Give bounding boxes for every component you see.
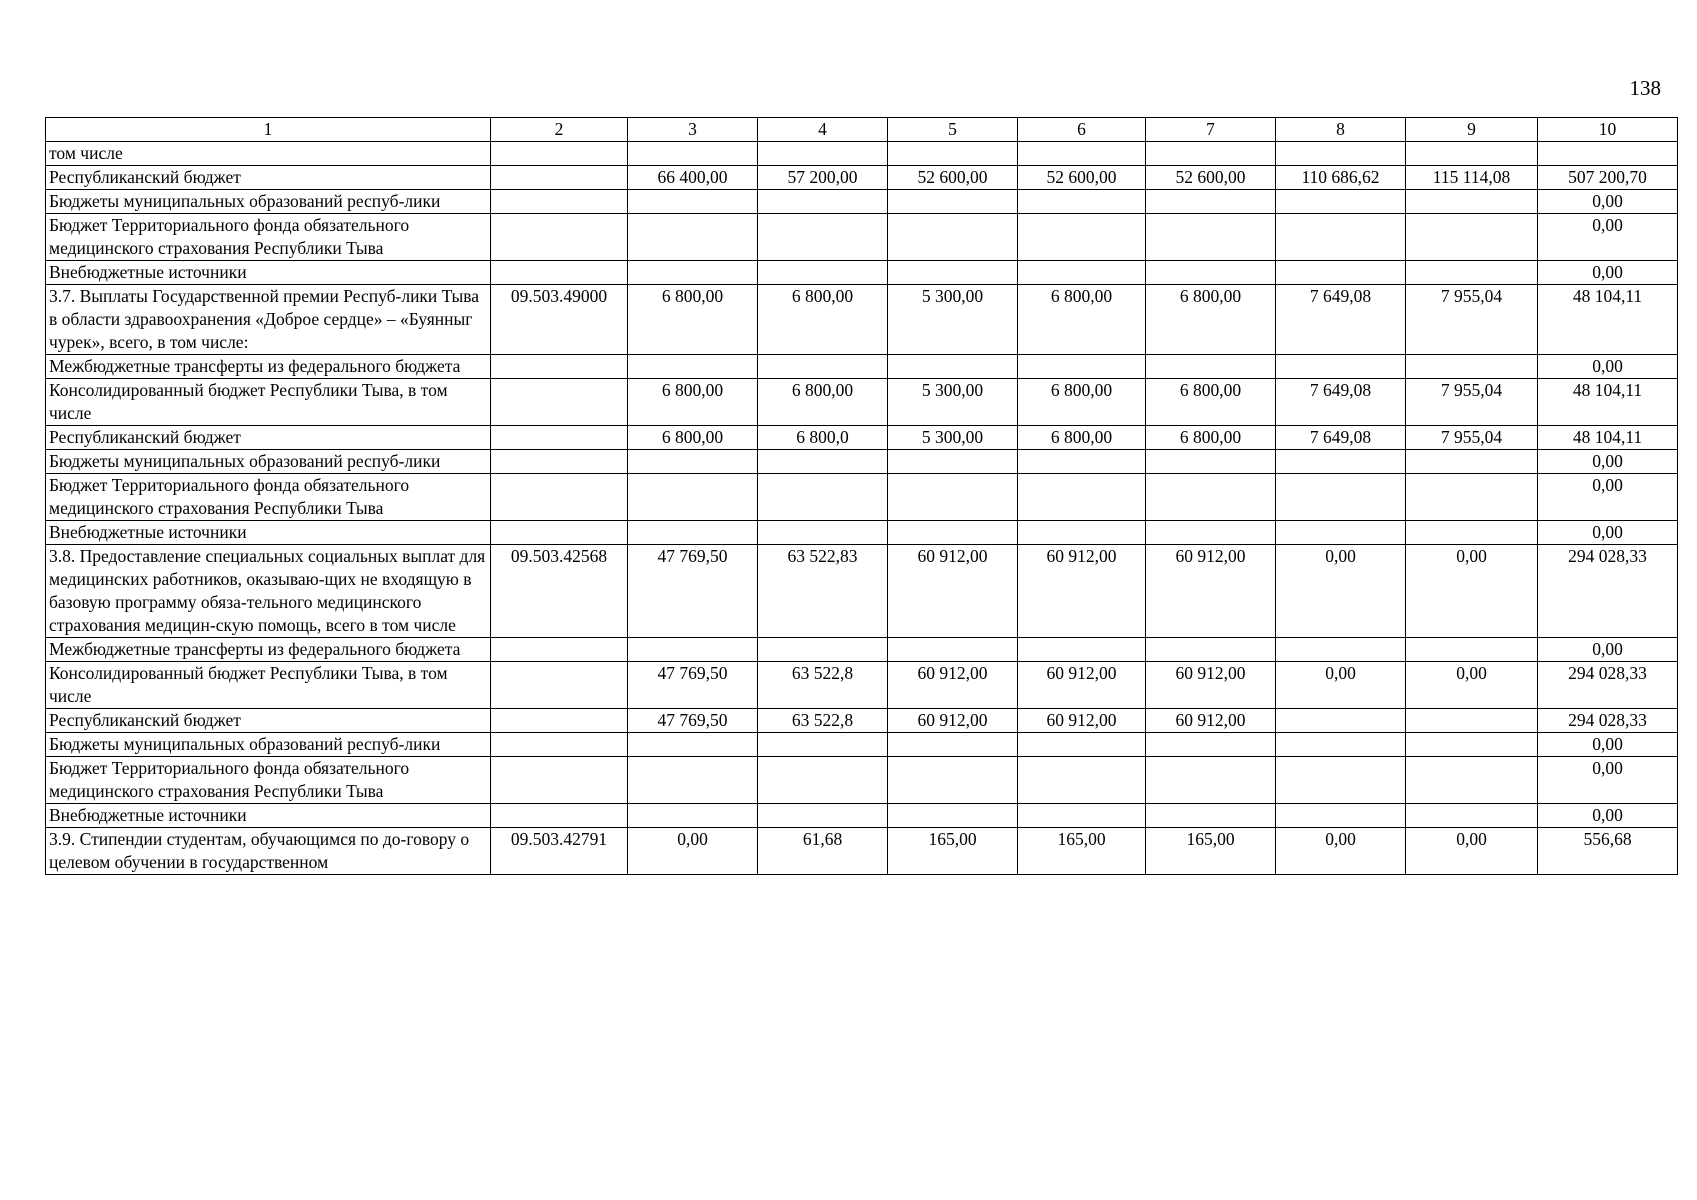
- amount-cell: [1276, 474, 1406, 521]
- amount-cell: [888, 261, 1018, 285]
- column-header: 7: [1146, 118, 1276, 142]
- amount-cell: [628, 450, 758, 474]
- amount-cell: 6 800,00: [628, 379, 758, 426]
- amount-cell: [1406, 804, 1538, 828]
- amount-cell: [1276, 638, 1406, 662]
- amount-cell: 57 200,00: [758, 166, 888, 190]
- amount-cell: 0,00: [1538, 261, 1678, 285]
- amount-cell: 0,00: [1276, 545, 1406, 638]
- row-description-cell: том числе: [46, 142, 491, 166]
- amount-cell: 66 400,00: [628, 166, 758, 190]
- budget-code-cell: [491, 261, 628, 285]
- amount-cell: [1018, 190, 1146, 214]
- row-description-cell: 3.8. Предоставление специальных социальных выплат для медицинских работников, оказываю-щих не входящую в базовую программу обяза-тельного медицинского страхования медицин-скую помощь, всего в том числе: [46, 545, 491, 638]
- table-body: [46, 142, 1678, 875]
- amount-cell: [1146, 733, 1276, 757]
- column-header: 6: [1018, 118, 1146, 142]
- amount-cell: [1276, 355, 1406, 379]
- amount-cell: [628, 804, 758, 828]
- amount-cell: 48 104,11: [1538, 426, 1678, 450]
- amount-cell: 60 912,00: [888, 545, 1018, 638]
- amount-cell: 63 522,8: [758, 709, 888, 733]
- amount-cell: [628, 142, 758, 166]
- amount-cell: [628, 733, 758, 757]
- budget-table: [45, 117, 1678, 875]
- budget-code-cell: [491, 709, 628, 733]
- amount-cell: 294 028,33: [1538, 545, 1678, 638]
- header-row: [46, 118, 1678, 142]
- amount-cell: [1018, 638, 1146, 662]
- amount-cell: [1018, 804, 1146, 828]
- amount-cell: 0,00: [1538, 450, 1678, 474]
- amount-cell: 48 104,11: [1538, 285, 1678, 355]
- row-description-cell: 3.9. Стипендии студентам, обучающимся по до-говору о целевом обучении в государственном: [46, 828, 491, 875]
- amount-cell: [1276, 521, 1406, 545]
- table-row: [46, 733, 1678, 757]
- budget-code-cell: [491, 190, 628, 214]
- budget-code-cell: [491, 142, 628, 166]
- amount-cell: [628, 638, 758, 662]
- amount-cell: [888, 638, 1018, 662]
- amount-cell: 7 649,08: [1276, 426, 1406, 450]
- row-description-cell: Республиканский бюджет: [46, 166, 491, 190]
- amount-cell: 7 955,04: [1406, 379, 1538, 426]
- amount-cell: [1018, 521, 1146, 545]
- amount-cell: 165,00: [1018, 828, 1146, 875]
- amount-cell: 0,00: [1538, 757, 1678, 804]
- amount-cell: [1146, 757, 1276, 804]
- amount-cell: 556,68: [1538, 828, 1678, 875]
- amount-cell: 0,00: [1538, 355, 1678, 379]
- row-description-cell: 3.7. Выплаты Государственной премии Респуб-лики Тыва в области здравоохранения «Доброе сердце» – «Буянныг чурек», всего, в том числе:: [46, 285, 491, 355]
- column-header: 2: [491, 118, 628, 142]
- amount-cell: [1018, 757, 1146, 804]
- amount-cell: 0,00: [1538, 521, 1678, 545]
- amount-cell: 6 800,00: [1146, 379, 1276, 426]
- amount-cell: [1406, 733, 1538, 757]
- amount-cell: 0,00: [1538, 804, 1678, 828]
- column-header: 8: [1276, 118, 1406, 142]
- row-description-cell: Бюджеты муниципальных образований респуб-лики: [46, 733, 491, 757]
- amount-cell: 115 114,08: [1406, 166, 1538, 190]
- page-number: 138: [1629, 76, 1661, 100]
- row-description-cell: Бюджеты муниципальных образований респуб-лики: [46, 190, 491, 214]
- table-row: [46, 214, 1678, 261]
- budget-code-cell: [491, 662, 628, 709]
- amount-cell: [1276, 757, 1406, 804]
- amount-cell: [888, 214, 1018, 261]
- budget-code-cell: [491, 426, 628, 450]
- budget-code-cell: [491, 804, 628, 828]
- row-description-cell: Бюджет Территориального фонда обязательного медицинского страхования Республики Тыва: [46, 214, 491, 261]
- table-row: [46, 190, 1678, 214]
- amount-cell: [1276, 214, 1406, 261]
- budget-code-cell: 09.503.49000: [491, 285, 628, 355]
- amount-cell: [1538, 142, 1678, 166]
- table-row: [46, 474, 1678, 521]
- amount-cell: [1406, 261, 1538, 285]
- amount-cell: [1146, 261, 1276, 285]
- row-description-cell: Межбюджетные трансферты из федерального бюджета: [46, 355, 491, 379]
- table-row: [46, 426, 1678, 450]
- table-row: [46, 662, 1678, 709]
- amount-cell: 7 955,04: [1406, 285, 1538, 355]
- amount-cell: 6 800,0: [758, 426, 888, 450]
- budget-code-cell: [491, 521, 628, 545]
- amount-cell: [758, 355, 888, 379]
- table-row: [46, 709, 1678, 733]
- amount-cell: [628, 757, 758, 804]
- budget-code-cell: [491, 638, 628, 662]
- amount-cell: [1406, 355, 1538, 379]
- amount-cell: 48 104,11: [1538, 379, 1678, 426]
- amount-cell: [1146, 142, 1276, 166]
- amount-cell: [888, 757, 1018, 804]
- budget-code-cell: [491, 214, 628, 261]
- amount-cell: [628, 214, 758, 261]
- table-row: [46, 828, 1678, 875]
- row-description-cell: Внебюджетные источники: [46, 261, 491, 285]
- amount-cell: 7 955,04: [1406, 426, 1538, 450]
- amount-cell: [758, 261, 888, 285]
- amount-cell: 6 800,00: [628, 285, 758, 355]
- budget-code-cell: 09.503.42568: [491, 545, 628, 638]
- amount-cell: 47 769,50: [628, 662, 758, 709]
- amount-cell: 7 649,08: [1276, 285, 1406, 355]
- amount-cell: 60 912,00: [888, 662, 1018, 709]
- amount-cell: [758, 190, 888, 214]
- amount-cell: [1276, 142, 1406, 166]
- amount-cell: [1146, 190, 1276, 214]
- column-header: 9: [1406, 118, 1538, 142]
- amount-cell: [1018, 214, 1146, 261]
- amount-cell: [1276, 733, 1406, 757]
- amount-cell: 294 028,33: [1538, 662, 1678, 709]
- amount-cell: [628, 261, 758, 285]
- amount-cell: [1018, 142, 1146, 166]
- amount-cell: [628, 521, 758, 545]
- amount-cell: [888, 804, 1018, 828]
- amount-cell: [1406, 709, 1538, 733]
- row-description-cell: Бюджеты муниципальных образований респуб-лики: [46, 450, 491, 474]
- budget-code-cell: [491, 450, 628, 474]
- column-header: 10: [1538, 118, 1678, 142]
- amount-cell: [1276, 261, 1406, 285]
- amount-cell: [1406, 190, 1538, 214]
- amount-cell: 6 800,00: [1146, 285, 1276, 355]
- row-description-cell: Республиканский бюджет: [46, 426, 491, 450]
- amount-cell: [1276, 804, 1406, 828]
- amount-cell: 60 912,00: [1146, 545, 1276, 638]
- row-description-cell: Консолидированный бюджет Республики Тыва, в том числе: [46, 662, 491, 709]
- amount-cell: 7 649,08: [1276, 379, 1406, 426]
- amount-cell: [1406, 450, 1538, 474]
- amount-cell: [758, 521, 888, 545]
- amount-cell: 5 300,00: [888, 285, 1018, 355]
- amount-cell: [758, 214, 888, 261]
- amount-cell: 60 912,00: [1018, 545, 1146, 638]
- amount-cell: 5 300,00: [888, 379, 1018, 426]
- amount-cell: 0,00: [628, 828, 758, 875]
- amount-cell: [1406, 142, 1538, 166]
- column-header: 1: [46, 118, 491, 142]
- amount-cell: [758, 474, 888, 521]
- amount-cell: 507 200,70: [1538, 166, 1678, 190]
- amount-cell: [758, 142, 888, 166]
- amount-cell: [888, 190, 1018, 214]
- budget-code-cell: [491, 474, 628, 521]
- row-description-cell: Межбюджетные трансферты из федерального бюджета: [46, 638, 491, 662]
- amount-cell: [1018, 261, 1146, 285]
- budget-code-cell: [491, 757, 628, 804]
- amount-cell: [1146, 804, 1276, 828]
- table-row: [46, 804, 1678, 828]
- amount-cell: 63 522,8: [758, 662, 888, 709]
- amount-cell: 52 600,00: [888, 166, 1018, 190]
- budget-code-cell: [491, 166, 628, 190]
- amount-cell: [1018, 474, 1146, 521]
- amount-cell: 0,00: [1276, 828, 1406, 875]
- amount-cell: 6 800,00: [1018, 285, 1146, 355]
- amount-cell: 0,00: [1538, 190, 1678, 214]
- table-row: [46, 521, 1678, 545]
- amount-cell: 165,00: [888, 828, 1018, 875]
- amount-cell: [1018, 355, 1146, 379]
- amount-cell: [1146, 474, 1276, 521]
- row-description-cell: Внебюджетные источники: [46, 521, 491, 545]
- amount-cell: 294 028,33: [1538, 709, 1678, 733]
- amount-cell: 0,00: [1276, 662, 1406, 709]
- amount-cell: [888, 733, 1018, 757]
- amount-cell: 60 912,00: [1146, 662, 1276, 709]
- amount-cell: 6 800,00: [1146, 426, 1276, 450]
- row-description-cell: Внебюджетные источники: [46, 804, 491, 828]
- amount-cell: [758, 450, 888, 474]
- amount-cell: 6 800,00: [628, 426, 758, 450]
- table-row: [46, 379, 1678, 426]
- amount-cell: 110 686,62: [1276, 166, 1406, 190]
- amount-cell: [1146, 638, 1276, 662]
- amount-cell: 0,00: [1538, 733, 1678, 757]
- amount-cell: [1406, 214, 1538, 261]
- amount-cell: [1406, 521, 1538, 545]
- row-description-cell: Бюджет Территориального фонда обязательного медицинского страхования Республики Тыва: [46, 757, 491, 804]
- amount-cell: [1406, 638, 1538, 662]
- amount-cell: [1146, 355, 1276, 379]
- amount-cell: [758, 757, 888, 804]
- amount-cell: [628, 474, 758, 521]
- amount-cell: [758, 804, 888, 828]
- amount-cell: 165,00: [1146, 828, 1276, 875]
- amount-cell: 0,00: [1538, 638, 1678, 662]
- amount-cell: 6 800,00: [758, 379, 888, 426]
- row-description-cell: Бюджет Территориального фонда обязательного медицинского страхования Республики Тыва: [46, 474, 491, 521]
- amount-cell: [1406, 757, 1538, 804]
- amount-cell: 61,68: [758, 828, 888, 875]
- amount-cell: 6 800,00: [1018, 379, 1146, 426]
- amount-cell: 5 300,00: [888, 426, 1018, 450]
- amount-cell: 63 522,83: [758, 545, 888, 638]
- amount-cell: 0,00: [1538, 474, 1678, 521]
- amount-cell: [1018, 450, 1146, 474]
- amount-cell: [888, 355, 1018, 379]
- amount-cell: [1276, 450, 1406, 474]
- amount-cell: [758, 638, 888, 662]
- amount-cell: 0,00: [1406, 662, 1538, 709]
- amount-cell: 60 912,00: [1146, 709, 1276, 733]
- table-row: [46, 450, 1678, 474]
- amount-cell: 60 912,00: [888, 709, 1018, 733]
- table-row: [46, 355, 1678, 379]
- row-description-cell: Республиканский бюджет: [46, 709, 491, 733]
- amount-cell: 60 912,00: [1018, 662, 1146, 709]
- amount-cell: 0,00: [1406, 545, 1538, 638]
- amount-cell: 52 600,00: [1146, 166, 1276, 190]
- amount-cell: [1406, 474, 1538, 521]
- budget-code-cell: 09.503.42791: [491, 828, 628, 875]
- table-row: [46, 142, 1678, 166]
- table-row: [46, 545, 1678, 638]
- budget-code-cell: [491, 355, 628, 379]
- amount-cell: 6 800,00: [1018, 426, 1146, 450]
- amount-cell: [1146, 214, 1276, 261]
- amount-cell: [1146, 521, 1276, 545]
- table-row: [46, 757, 1678, 804]
- amount-cell: 6 800,00: [758, 285, 888, 355]
- table-row: [46, 285, 1678, 355]
- budget-code-cell: [491, 733, 628, 757]
- budget-code-cell: [491, 379, 628, 426]
- table-row: [46, 261, 1678, 285]
- column-header: 3: [628, 118, 758, 142]
- row-description-cell: Консолидированный бюджет Республики Тыва, в том числе: [46, 379, 491, 426]
- column-header: 4: [758, 118, 888, 142]
- amount-cell: 52 600,00: [1018, 166, 1146, 190]
- column-header: 5: [888, 118, 1018, 142]
- amount-cell: [1018, 733, 1146, 757]
- amount-cell: [888, 521, 1018, 545]
- amount-cell: [628, 190, 758, 214]
- amount-cell: 60 912,00: [1018, 709, 1146, 733]
- amount-cell: 47 769,50: [628, 545, 758, 638]
- amount-cell: [888, 474, 1018, 521]
- amount-cell: 0,00: [1406, 828, 1538, 875]
- amount-cell: [1276, 709, 1406, 733]
- table-row: [46, 638, 1678, 662]
- amount-cell: 0,00: [1538, 214, 1678, 261]
- table-row: [46, 166, 1678, 190]
- amount-cell: [628, 355, 758, 379]
- amount-cell: [888, 142, 1018, 166]
- amount-cell: [888, 450, 1018, 474]
- amount-cell: [758, 733, 888, 757]
- amount-cell: 47 769,50: [628, 709, 758, 733]
- amount-cell: [1276, 190, 1406, 214]
- amount-cell: [1146, 450, 1276, 474]
